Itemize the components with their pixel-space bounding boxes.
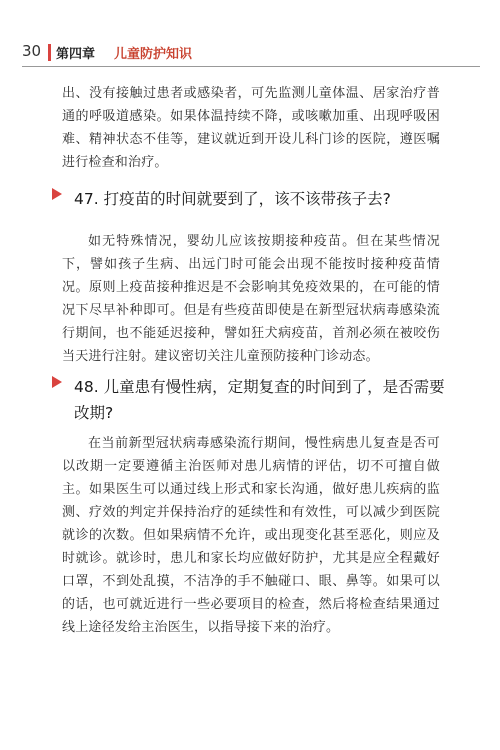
header-divider [22, 66, 480, 67]
section-title: 儿童防护知识 [114, 47, 193, 62]
header-accent-bar [48, 44, 51, 61]
arrow-bullet-icon [52, 376, 62, 388]
page-header [0, 0, 500, 70]
chapter-label: 第四章 [56, 47, 96, 62]
intro-paragraph: 出、没有接触过患者或感染者，可先监测儿童体温、居家治疗普通的呼吸道感染。如果体温持续不降，或咳嗽加重、出现呼吸困难、精神状态不佳等，建议就近到开设儿科门诊的医院，遵医嘱进行检查和治疗。 [62, 86, 440, 170]
page-number: 30 [22, 42, 42, 60]
arrow-bullet-icon [52, 188, 62, 200]
question-47-answer: 如无特殊情况，婴幼儿应该按期接种疫苗。但在某些情况下，譬如孩子生病、出远门时可能会出现不能按时接种疫苗情况。原则上疫苗接种推迟是不会影响其免疫效果的，在可能的情况下尽早补种即可。但是有些疫苗即使是在新型冠状病毒感染流行期间，也不能延迟接种，譬如狂犬病疫苗，首剂必须在被咬伤当天进行注射。建议密切关注儿童预防接种门诊动态。 [62, 234, 440, 364]
question-48-title: 48. 儿童患有慢性病，定期复查的时间到了，是否需要改期? [74, 378, 445, 422]
question-48-answer: 在当前新型冠状病毒感染流行期间，慢性病患儿复查是否可以改期一定要遵循主治医师对患儿病情的评估，切不可擅自做主。如果医生可以通过线上形式和家长沟通，做好患儿疾病的监测、疗效的判定并保持治疗的延续性和有效性，可以减少到医院就诊的次数。但如果病情不允许，或出现变化甚至恶化，则应及时就诊。就诊时，患儿和家长均应做好防护，尤其是应全程戴好口罩，不到处乱摸，不洁净的手不触碰口、眼、鼻等。如果可以的话，也可就近进行一些必要项目的检查，然后将检查结果通过线上途径发给主治医生，以指导接下来的治疗。 [62, 436, 440, 635]
question-47-title: 47. 打疫苗的时间就要到了，该不该带孩子去? [74, 190, 391, 208]
